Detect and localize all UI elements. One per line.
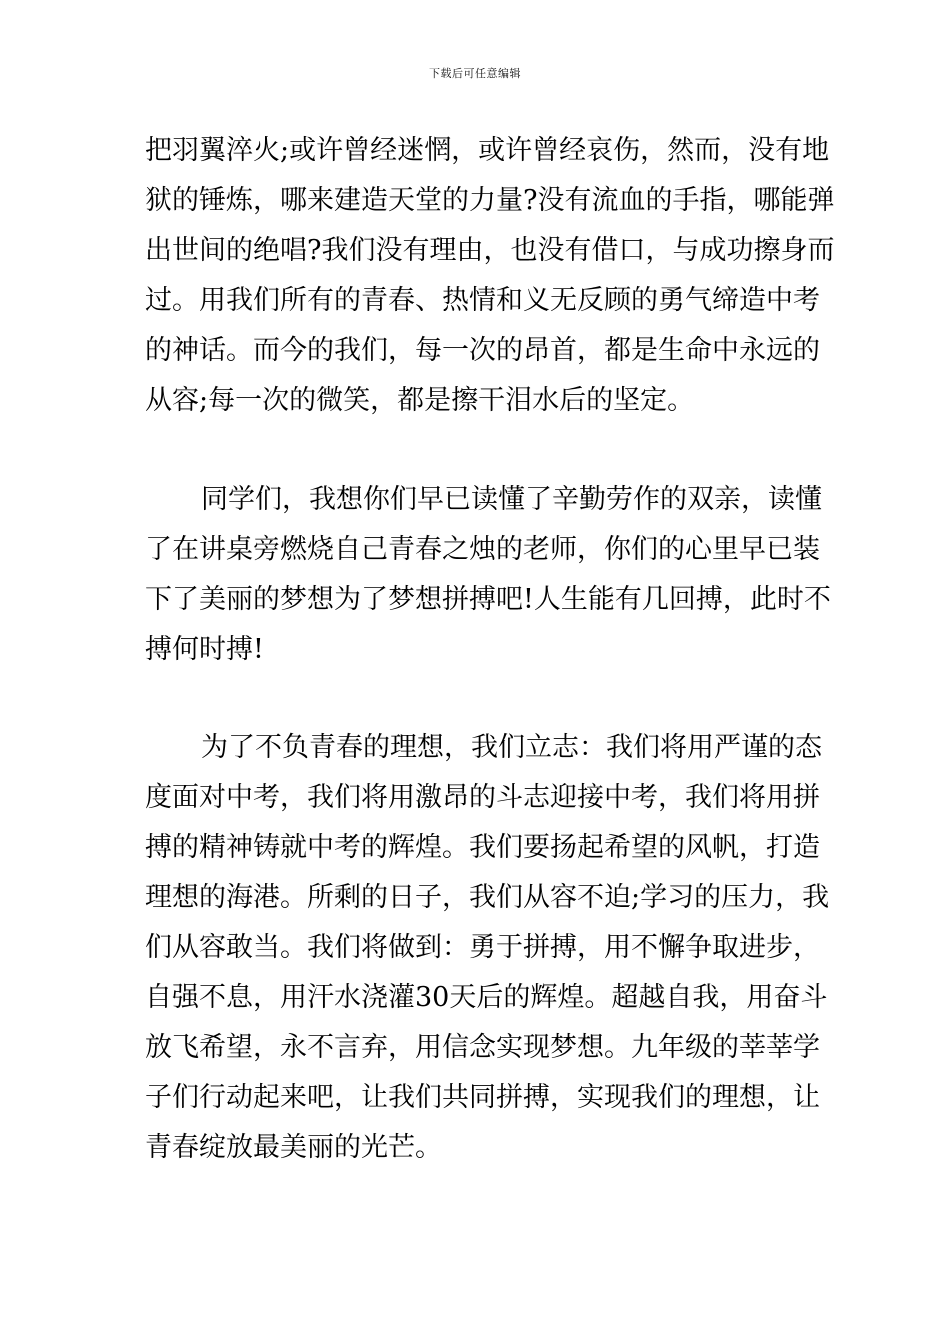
text-line: 们从容敢当。我们将做到：勇于拼搏，用不懈争取进步，	[145, 932, 820, 963]
text-line: 子们行动起来吧，让我们共同拼搏，实现我们的理想，让	[145, 1082, 820, 1113]
text-line: 从容;每一次的微笑，都是擦干泪水后的坚定。	[145, 385, 695, 416]
text-line: 青春绽放最美丽的光芒。	[145, 1132, 442, 1163]
text-line: 过。用我们所有的青春、热情和义无反顾的勇气缔造中考	[145, 285, 820, 316]
text-line: 搏的精神铸就中考的辉煌。我们要扬起希望的风帆，打造	[145, 832, 820, 863]
text-line: 了在讲桌旁燃烧自己青春之烛的老师，你们的心里早已装	[145, 534, 820, 565]
text-line: 搏何时搏!	[145, 634, 264, 665]
text-line: 的神话。而今的我们，每一次的昂首，都是生命中永远的	[145, 335, 820, 366]
text-line: 放飞希望，永不言弃，用信念实现梦想。九年级的莘莘学	[145, 1032, 820, 1063]
text-line: 下了美丽的梦想为了梦想拼搏吧!人生能有几回搏，此时不	[145, 584, 831, 615]
paragraph-3	[145, 723, 830, 1173]
text-line: 自强不息，用汗水浇灌30天后的辉煌。超越自我，用奋斗	[145, 982, 828, 1013]
paragraph-1	[145, 126, 835, 426]
page-header: 下载后可任意编辑	[429, 67, 521, 80]
text-line: 同学们，我想你们早已读懂了辛勤劳作的双亲，读懂	[201, 484, 822, 515]
paragraph-2	[145, 475, 831, 675]
text-line: 度面对中考，我们将用激昂的斗志迎接中考，我们将用拼	[145, 782, 820, 813]
text-line: 把羽翼淬火;或许曾经迷惘，或许曾经哀伤，然而，没有地	[145, 135, 830, 166]
text-line: 出世间的绝唱?我们没有理由，也没有借口，与成功擦身而	[145, 235, 835, 266]
text-line: 理想的海港。所剩的日子，我们从容不迫;学习的压力，我	[145, 882, 830, 913]
text-line: 为了不负青春的理想，我们立志：我们将用严谨的态	[201, 732, 822, 763]
text-line: 狱的锤炼，哪来建造天堂的力量?没有流血的手指，哪能弹	[145, 185, 835, 216]
